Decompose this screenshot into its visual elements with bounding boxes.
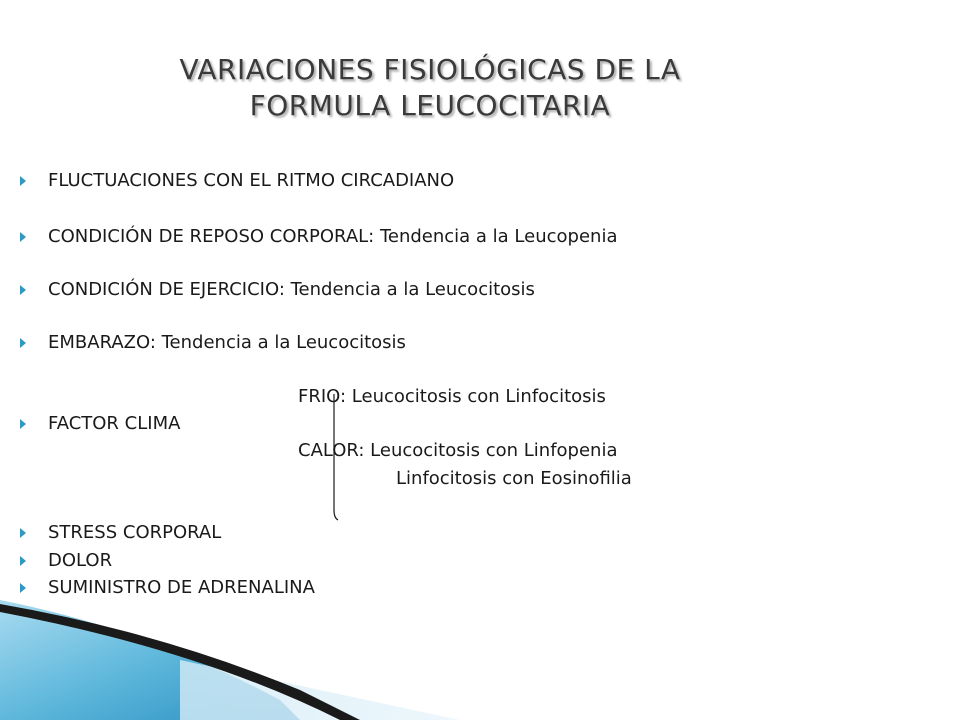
bracket-line bbox=[326, 392, 342, 524]
page-title bbox=[100, 52, 760, 124]
bullet-adrenalina: SUMINISTRO DE ADRENALINA bbox=[48, 577, 315, 598]
bullet-dolor: DOLOR bbox=[48, 550, 113, 571]
clima-calor: CALOR: Leucocitosis con Linfopenia bbox=[298, 440, 618, 461]
bullet-ejercicio: CONDICIÓN DE EJERCICIO: Tendencia a la Leucocitosis bbox=[48, 279, 535, 300]
bullet-clima: FACTOR CLIMA bbox=[48, 413, 181, 434]
bullet-reposo: CONDICIÓN DE REPOSO CORPORAL: Tendencia a la Leucopenia bbox=[48, 226, 618, 247]
title-line-1: VARIACIONES FISIOLÓGICAS DE LA bbox=[179, 53, 681, 86]
bullet-embarazo: EMBARAZO: Tendencia a la Leucocitosis bbox=[48, 332, 406, 353]
bullet-stress: STRESS CORPORAL bbox=[48, 522, 222, 543]
clima-calor-extra: Linfocitosis con Eosinofilia bbox=[396, 468, 632, 489]
bullet-circadiano: FLUCTUACIONES CON EL RITMO CIRCADIANO bbox=[48, 170, 455, 191]
title-line-2: FORMULA LEUCOCITARIA bbox=[249, 89, 611, 122]
clima-frio: FRIO: Leucocitosis con Linfocitosis bbox=[298, 386, 606, 407]
